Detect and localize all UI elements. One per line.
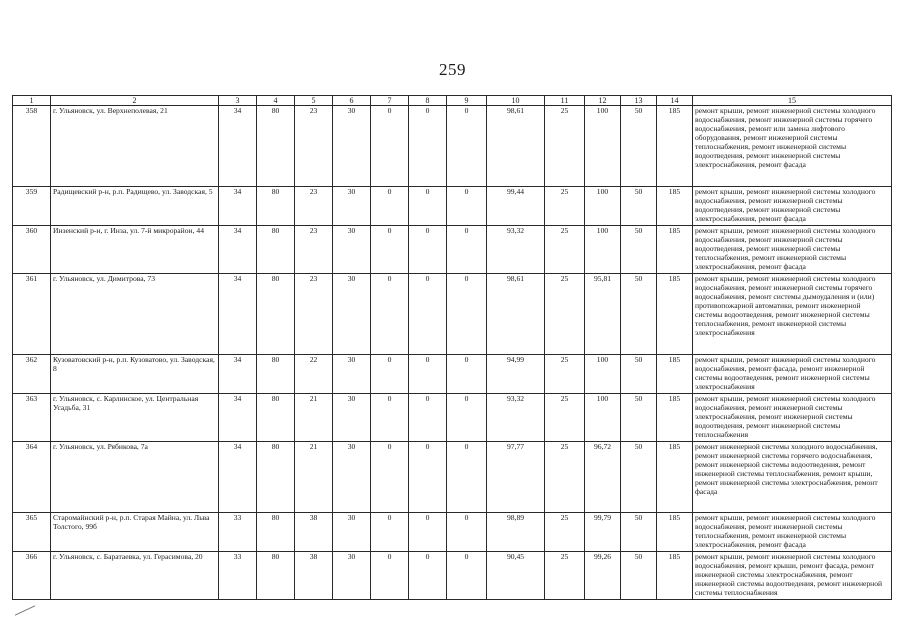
value-cell: 185 (657, 394, 693, 442)
table-row (13, 106, 892, 187)
column-header: 14 (657, 96, 693, 106)
value-cell: 185 (657, 187, 693, 226)
value-cell: 23 (295, 274, 333, 355)
value-cell: 30 (333, 355, 371, 394)
value-cell: 185 (657, 106, 693, 187)
column-header: 13 (621, 96, 657, 106)
row-number: 365 (13, 512, 51, 551)
value-cell: 0 (447, 355, 487, 394)
value-cell: 185 (657, 441, 693, 512)
table-row (13, 441, 892, 512)
value-cell: 80 (257, 187, 295, 226)
address-cell: г. Ульяновск, ул. Верхнеполевая, 21 (51, 106, 219, 187)
value-cell: 25 (545, 106, 585, 187)
address-cell: г. Ульяновск, ул. Рябикова, 7а (51, 441, 219, 512)
value-cell: 80 (257, 106, 295, 187)
value-cell: 95,81 (585, 274, 621, 355)
value-cell: 50 (621, 187, 657, 226)
column-header: 6 (333, 96, 371, 106)
value-cell: 50 (621, 441, 657, 512)
value-cell: 98,61 (487, 274, 545, 355)
value-cell: 25 (545, 187, 585, 226)
value-cell: 0 (371, 551, 409, 599)
value-cell: 50 (621, 274, 657, 355)
value-cell: 50 (621, 551, 657, 599)
address-cell: г. Ульяновск, ул. Димитрова, 73 (51, 274, 219, 355)
value-cell: 50 (621, 394, 657, 442)
page-number: 259 (439, 60, 466, 79)
column-header: 2 (51, 96, 219, 106)
table-row (13, 187, 892, 226)
works-cell: ремонт крыши, ремонт инженерной системы холодного водоснабжения, ремонт инженерной системы водоотведения, ремонт инженерной системы электроснабжения, ремонт фасада (693, 187, 892, 226)
address-cell: г. Ульяновск, с. Баратаевка, ул. Герасимова, 20 (51, 551, 219, 599)
value-cell: 25 (545, 226, 585, 274)
value-cell: 50 (621, 512, 657, 551)
value-cell: 25 (545, 551, 585, 599)
value-cell: 0 (409, 355, 447, 394)
table-row (13, 274, 892, 355)
value-cell: 99,26 (585, 551, 621, 599)
address-cell: Кузоватовский р-н, р.п. Кузоватово, ул. Заводская, 8 (51, 355, 219, 394)
value-cell: 98,89 (487, 512, 545, 551)
value-cell: 38 (295, 512, 333, 551)
row-number: 364 (13, 441, 51, 512)
value-cell: 22 (295, 355, 333, 394)
column-header: 7 (371, 96, 409, 106)
value-cell: 0 (447, 394, 487, 442)
value-cell: 34 (219, 187, 257, 226)
value-cell: 0 (447, 274, 487, 355)
value-cell: 185 (657, 512, 693, 551)
value-cell: 90,45 (487, 551, 545, 599)
value-cell: 93,32 (487, 226, 545, 274)
row-number: 358 (13, 106, 51, 187)
value-cell: 38 (295, 551, 333, 599)
value-cell: 0 (371, 226, 409, 274)
value-cell: 30 (333, 512, 371, 551)
value-cell: 50 (621, 355, 657, 394)
value-cell: 0 (447, 512, 487, 551)
value-cell: 34 (219, 441, 257, 512)
works-cell: ремонт крыши, ремонт инженерной системы холодного водоснабжения, ремонт инженерной системы теплоснабжения, ремонт инженерной системы электроснабжения, ремонт фасада (693, 512, 892, 551)
value-cell: 34 (219, 106, 257, 187)
works-cell: ремонт крыши, ремонт инженерной системы холодного водоснабжения, ремонт инженерной системы водоотведения, ремонт инженерной системы теплоснабжения, ремонт инженерной системы электроснабжения, ремонт фасада (693, 226, 892, 274)
table-row (13, 551, 892, 599)
value-cell: 185 (657, 551, 693, 599)
value-cell: 50 (621, 106, 657, 187)
value-cell: 100 (585, 394, 621, 442)
table-row (13, 394, 892, 442)
value-cell: 30 (333, 274, 371, 355)
value-cell: 30 (333, 226, 371, 274)
capital-repair-table (12, 95, 892, 600)
value-cell: 0 (447, 226, 487, 274)
value-cell: 25 (545, 512, 585, 551)
column-header: 4 (257, 96, 295, 106)
value-cell: 98,61 (487, 106, 545, 187)
row-number: 360 (13, 226, 51, 274)
value-cell: 185 (657, 355, 693, 394)
value-cell: 0 (447, 551, 487, 599)
value-cell: 185 (657, 274, 693, 355)
table-row (13, 226, 892, 274)
value-cell: 96,72 (585, 441, 621, 512)
value-cell: 100 (585, 226, 621, 274)
value-cell: 0 (409, 226, 447, 274)
value-cell: 25 (545, 441, 585, 512)
scan-edge-mark (15, 605, 35, 615)
address-cell: Старомайнский р-н, р.п. Старая Майна, ул. Льва Толстого, 99б (51, 512, 219, 551)
value-cell: 0 (447, 441, 487, 512)
column-header: 8 (409, 96, 447, 106)
value-cell: 80 (257, 226, 295, 274)
value-cell: 30 (333, 187, 371, 226)
column-header: 9 (447, 96, 487, 106)
value-cell: 30 (333, 106, 371, 187)
value-cell: 80 (257, 551, 295, 599)
value-cell: 100 (585, 355, 621, 394)
address-cell: Радищевский р-н, р.п. Радищево, ул. Заводская, 5 (51, 187, 219, 226)
value-cell: 33 (219, 551, 257, 599)
value-cell: 0 (409, 441, 447, 512)
value-cell: 0 (371, 187, 409, 226)
column-header: 15 (693, 96, 892, 106)
value-cell: 30 (333, 441, 371, 512)
value-cell: 0 (409, 551, 447, 599)
value-cell: 0 (409, 512, 447, 551)
value-cell: 25 (545, 274, 585, 355)
value-cell: 97,77 (487, 441, 545, 512)
works-cell: ремонт инженерной системы холодного водоснабжения, ремонт инженерной системы горячего водоснабжения, ремонт инженерной системы водоотведения, ремонт инженерной системы теплоснабжения, ремонт крыши, ремонт инженерной системы электроснабжения, ремонт фасада (693, 441, 892, 512)
value-cell: 80 (257, 394, 295, 442)
value-cell: 0 (409, 274, 447, 355)
value-cell: 0 (371, 512, 409, 551)
value-cell: 50 (621, 226, 657, 274)
value-cell: 34 (219, 394, 257, 442)
value-cell: 0 (371, 274, 409, 355)
value-cell: 0 (371, 394, 409, 442)
row-number: 363 (13, 394, 51, 442)
value-cell: 0 (371, 106, 409, 187)
works-cell: ремонт крыши, ремонт инженерной системы холодного водоснабжения, ремонт фасада, ремонт инженерной системы водоотведения, ремонт инженерной системы электроснабжения (693, 355, 892, 394)
address-cell: г. Ульяновск, с. Карлинское, ул. Центральная Усадьба, 31 (51, 394, 219, 442)
value-cell: 0 (447, 106, 487, 187)
works-cell: ремонт крыши, ремонт инженерной системы холодного водоснабжения, ремонт крыши, ремонт фасада, ремонт инженерной системы электроснабжения, ремонт инженерной системы водоотведения, ремонт инженерной системы теплоснабжения (693, 551, 892, 599)
value-cell: 80 (257, 355, 295, 394)
value-cell: 0 (409, 394, 447, 442)
value-cell: 21 (295, 441, 333, 512)
works-cell: ремонт крыши, ремонт инженерной системы холодного водоснабжения, ремонт инженерной системы электроснабжения, ремонт инженерной системы водоотведения, ремонт инженерной системы теплоснабжения (693, 394, 892, 442)
value-cell: 185 (657, 226, 693, 274)
value-cell: 23 (295, 187, 333, 226)
value-cell: 34 (219, 226, 257, 274)
column-header: 11 (545, 96, 585, 106)
address-cell: Инзенский р-н, г. Инза, ул. 7-й микрорайон, 44 (51, 226, 219, 274)
table-row (13, 512, 892, 551)
works-cell: ремонт крыши, ремонт инженерной системы холодного водоснабжения, ремонт инженерной системы горячего водоснабжения, ремонт системы дымоудаления и (или) противопожарной автоматики, ремонт инженерной системы водоотведения, ремонт инженерной системы теплоснабжения, ремонт инженерной системы электроснабжения (693, 274, 892, 355)
value-cell: 23 (295, 226, 333, 274)
value-cell: 94,99 (487, 355, 545, 394)
column-header: 3 (219, 96, 257, 106)
value-cell: 34 (219, 355, 257, 394)
row-number: 361 (13, 274, 51, 355)
value-cell: 23 (295, 106, 333, 187)
value-cell: 0 (371, 355, 409, 394)
value-cell: 25 (545, 394, 585, 442)
works-cell: ремонт крыши, ремонт инженерной системы холодного водоснабжения, ремонт инженерной системы горячего водоснабжения, ремонт или замена лифтового оборудования, ремонт инженерной системы теплоснабжения, ремонт инженерной системы водоотведения, ремонт инженерной системы электроснабжения, ремонт фасада (693, 106, 892, 187)
table-row (13, 355, 892, 394)
value-cell: 25 (545, 355, 585, 394)
value-cell: 30 (333, 394, 371, 442)
value-cell: 80 (257, 441, 295, 512)
column-header: 12 (585, 96, 621, 106)
value-cell: 99,79 (585, 512, 621, 551)
value-cell: 80 (257, 512, 295, 551)
value-cell: 21 (295, 394, 333, 442)
column-number-row (13, 96, 892, 106)
column-header: 1 (13, 96, 51, 106)
row-number: 366 (13, 551, 51, 599)
value-cell: 0 (409, 106, 447, 187)
value-cell: 93,32 (487, 394, 545, 442)
row-number: 362 (13, 355, 51, 394)
value-cell: 30 (333, 551, 371, 599)
column-header: 10 (487, 96, 545, 106)
row-number: 359 (13, 187, 51, 226)
value-cell: 34 (219, 274, 257, 355)
value-cell: 0 (447, 187, 487, 226)
value-cell: 99,44 (487, 187, 545, 226)
value-cell: 100 (585, 187, 621, 226)
value-cell: 0 (409, 187, 447, 226)
value-cell: 80 (257, 274, 295, 355)
column-header: 5 (295, 96, 333, 106)
value-cell: 100 (585, 106, 621, 187)
value-cell: 0 (371, 441, 409, 512)
value-cell: 33 (219, 512, 257, 551)
